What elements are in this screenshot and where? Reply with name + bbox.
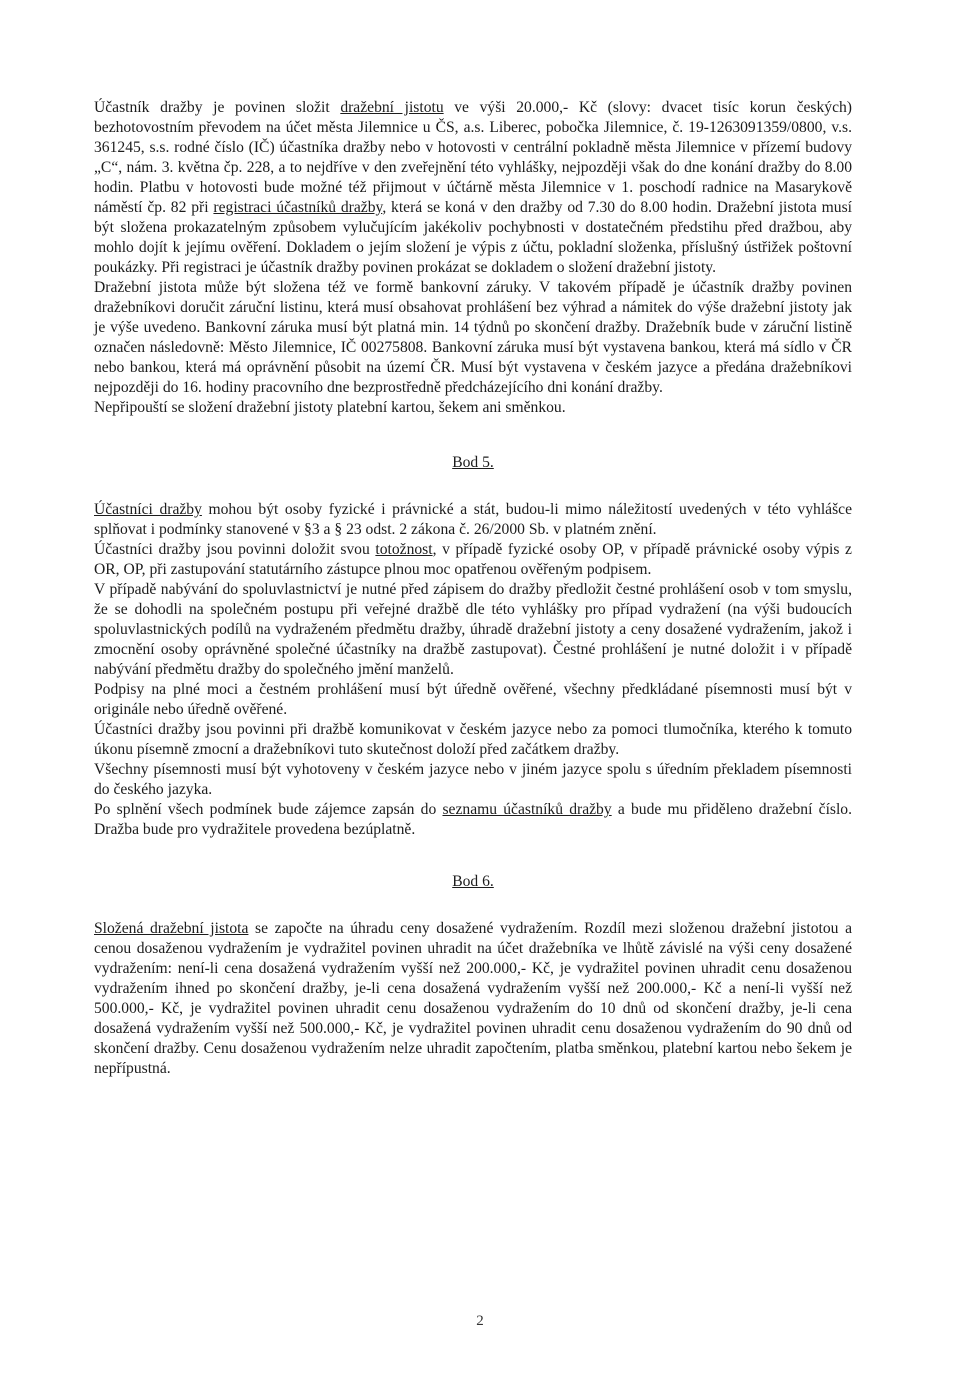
- text-run: , která se koná v den dražby od 7.30 do 8.00 hodin. Dražební jistota musí být složena prokazatelným způsobem vylučujícím jakékoliv pochybnosti v dostatečném předstihu před dražbou, aby mohlo dojít k jejímu ověření. Dokladem o jejím složení je výpis z účtu, pokladní složenka, příslušný ústřižek poštovní poukázky. Při registraci je účastník dražby povinen prokázat se dokladem o složení dražební jistoty.: [94, 199, 852, 276]
- text-run: Po splnění všech podmínek bude zájemce zapsán do: [94, 801, 443, 818]
- text-run: mohou být osoby fyzické i právnické a stát, budou-li mimo náležitostí uvedených v této vyhlášce splňovat i podmínky stanovené v §3 a § 23 odst. 2 zákona č. 26/2000 Sb. v platném znění.: [94, 501, 852, 538]
- paragraph-participants: [94, 500, 852, 540]
- text-run: ve výši 20.000,- Kč (slovy: dvacet tisíc korun českých) bezhotovostním převodem na účet města Jilemnice u ČS, a.s. Liberec, pobočka Jilemnice, č. 19-1263091359/0800, v.s. 361245, s.s. rodné číslo (IČ) účastníka dražby nebo v hotovosti v centrální pokladně města Jilemnice v přízemí budovy „C“, nám. 3. května čp. 228, a to nejdříve v den zveřejnění této vyhlášky, nejpozději však do dne konání dražby do 8.00 hodin. Platbu v hotovosti bude možné též přijmout v účtárně města Jilemnice v 1. poschodí radnice na Masarykově náměstí čp. 82 při: [94, 99, 852, 216]
- paragraph-signatures: Podpisy na plné moci a čestném prohlášení musí být úředně ověřené, všechny předkládané písemnosti musí být v originále nebo úředně ověřené.: [94, 681, 852, 718]
- text-run: a bude mu přiděleno dražební číslo. Dražba bude pro vydražitele provedena bezúplatně.: [94, 801, 852, 838]
- document-body: [94, 98, 852, 1079]
- underlined-term: Účastníci dražby: [94, 501, 202, 518]
- text-run: Účastník dražby je povinen složit: [94, 99, 341, 116]
- heading-bod-5: Bod 5.: [452, 454, 494, 471]
- paragraph-payment: [94, 919, 852, 1079]
- text-run: Účastníci dražby jsou povinni doložit svou: [94, 541, 376, 558]
- underlined-term: seznamu účastníků dražby: [442, 801, 612, 818]
- underlined-term: totožnost: [375, 541, 433, 558]
- page-number: 2: [476, 1313, 484, 1329]
- paragraph-bank-guarantee: Dražební jistota může být složena též ve formě bankovní záruky. V takovém případě je účastník dražby povinen dražebníkovi doručit záruční listinu, která musí obsahovat prohlášení bez výhrad a námitek do výše dražební jistoty jak je výše uvedeno. Bankovní záruka musí být platná min. 14 týdnů po skončení dražby. Dražebník bude v záruční listině označen následovně: Město Jilemnice, IČ 00275808. Bankovní záruka musí být vystavena bankou, která má sídlo v ČR nebo bankou, která má oprávnění působit na území ČR. Musí být vystavena v českém jazyce a předána dražebníkovi nejpozději do 16. hodiny pracovního dne bezprostředně předcházejícího dni konání dražby.: [94, 279, 852, 396]
- paragraph-documents: Všechny písemnosti musí být vyhotoveny v českém jazyce nebo v jiném jazyce spolu s úředním překladem písemnosti do českého jazyka.: [94, 761, 852, 798]
- heading-bod-6: Bod 6.: [452, 873, 494, 890]
- paragraph-registration: [94, 800, 852, 840]
- underlined-term: dražební jistotu: [340, 99, 444, 116]
- underlined-term: Složená dražební jistota: [94, 920, 249, 937]
- paragraph-language: Účastníci dražby jsou povinni při dražbě komunikovat v českém jazyce nebo za pomoci tlumočníka, kterého k tomuto úkonu písemně zmocní a dražebníkovi tuto skutečnost doloží před začátkem dražby.: [94, 721, 852, 758]
- paragraph-not-allowed: Nepřipouští se složení dražební jistoty platební kartou, šekem ani směnkou.: [94, 399, 566, 416]
- paragraph-jistota: [94, 98, 852, 278]
- paragraph-identity: [94, 540, 852, 580]
- text-run: , v případě fyzické osoby OP, v případě právnické osoby výpis z OR, OP, při zastupování statutárního zástupce plnou moc opatřenou ověřeným podpisem.: [94, 541, 852, 578]
- underlined-term: registraci účastníků dražby: [213, 199, 383, 216]
- text-run: se započte na úhradu ceny dosažené vydražením. Rozdíl mezi složenou dražební jistotou a cenou dosaženou vydražením je vydražitel povinen uhradit na účet dražebníka ve lhůtě závislé na výši ceny dosažené vydražením: není-li cena dosažená vydražením vyšší než 200.000,- Kč, je vydražitel povinen uhradit cenu dosaženou vydražením ihned po skončení dražby, je-li cena dosažená vydražením vyšší než 200.000,- Kč a není-li vyšší než 500.000,- Kč, je vydražitel povinen uhradit cenu dosaženou vydražením do 10 dnů od skončení dražby, je-li cena dosažená vydražením vyšší než 500.000,- Kč, je vydražitel povinen uhradit cenu dosaženou vydražením do 90 dnů od skončení dražby. Cenu dosaženou vydražením nelze uhradit započtením, platba směnkou, platební kartou nebo šekem je nepřípustná.: [94, 920, 852, 1077]
- paragraph-co-ownership: V případě nabývání do spoluvlastnictví je nutné před zápisem do dražby předložit čestné prohlášení osob v tom smyslu, že se dohodli na společném postupu při veřejné dražbě dle této vyhlášky pro případ vydražení (na výši budoucích spoluvlastnických podílů na vydraženém předmětu dražby, úhradě dražební jistoty a ceny dosažené vydražením, jakož i zmocnění osoby oprávněné společné účastníky na dražbě zastupovat). Čestné prohlášení je nutné doložit i v případě nabývání předmětu dražby do společného jmění manželů.: [94, 581, 852, 678]
